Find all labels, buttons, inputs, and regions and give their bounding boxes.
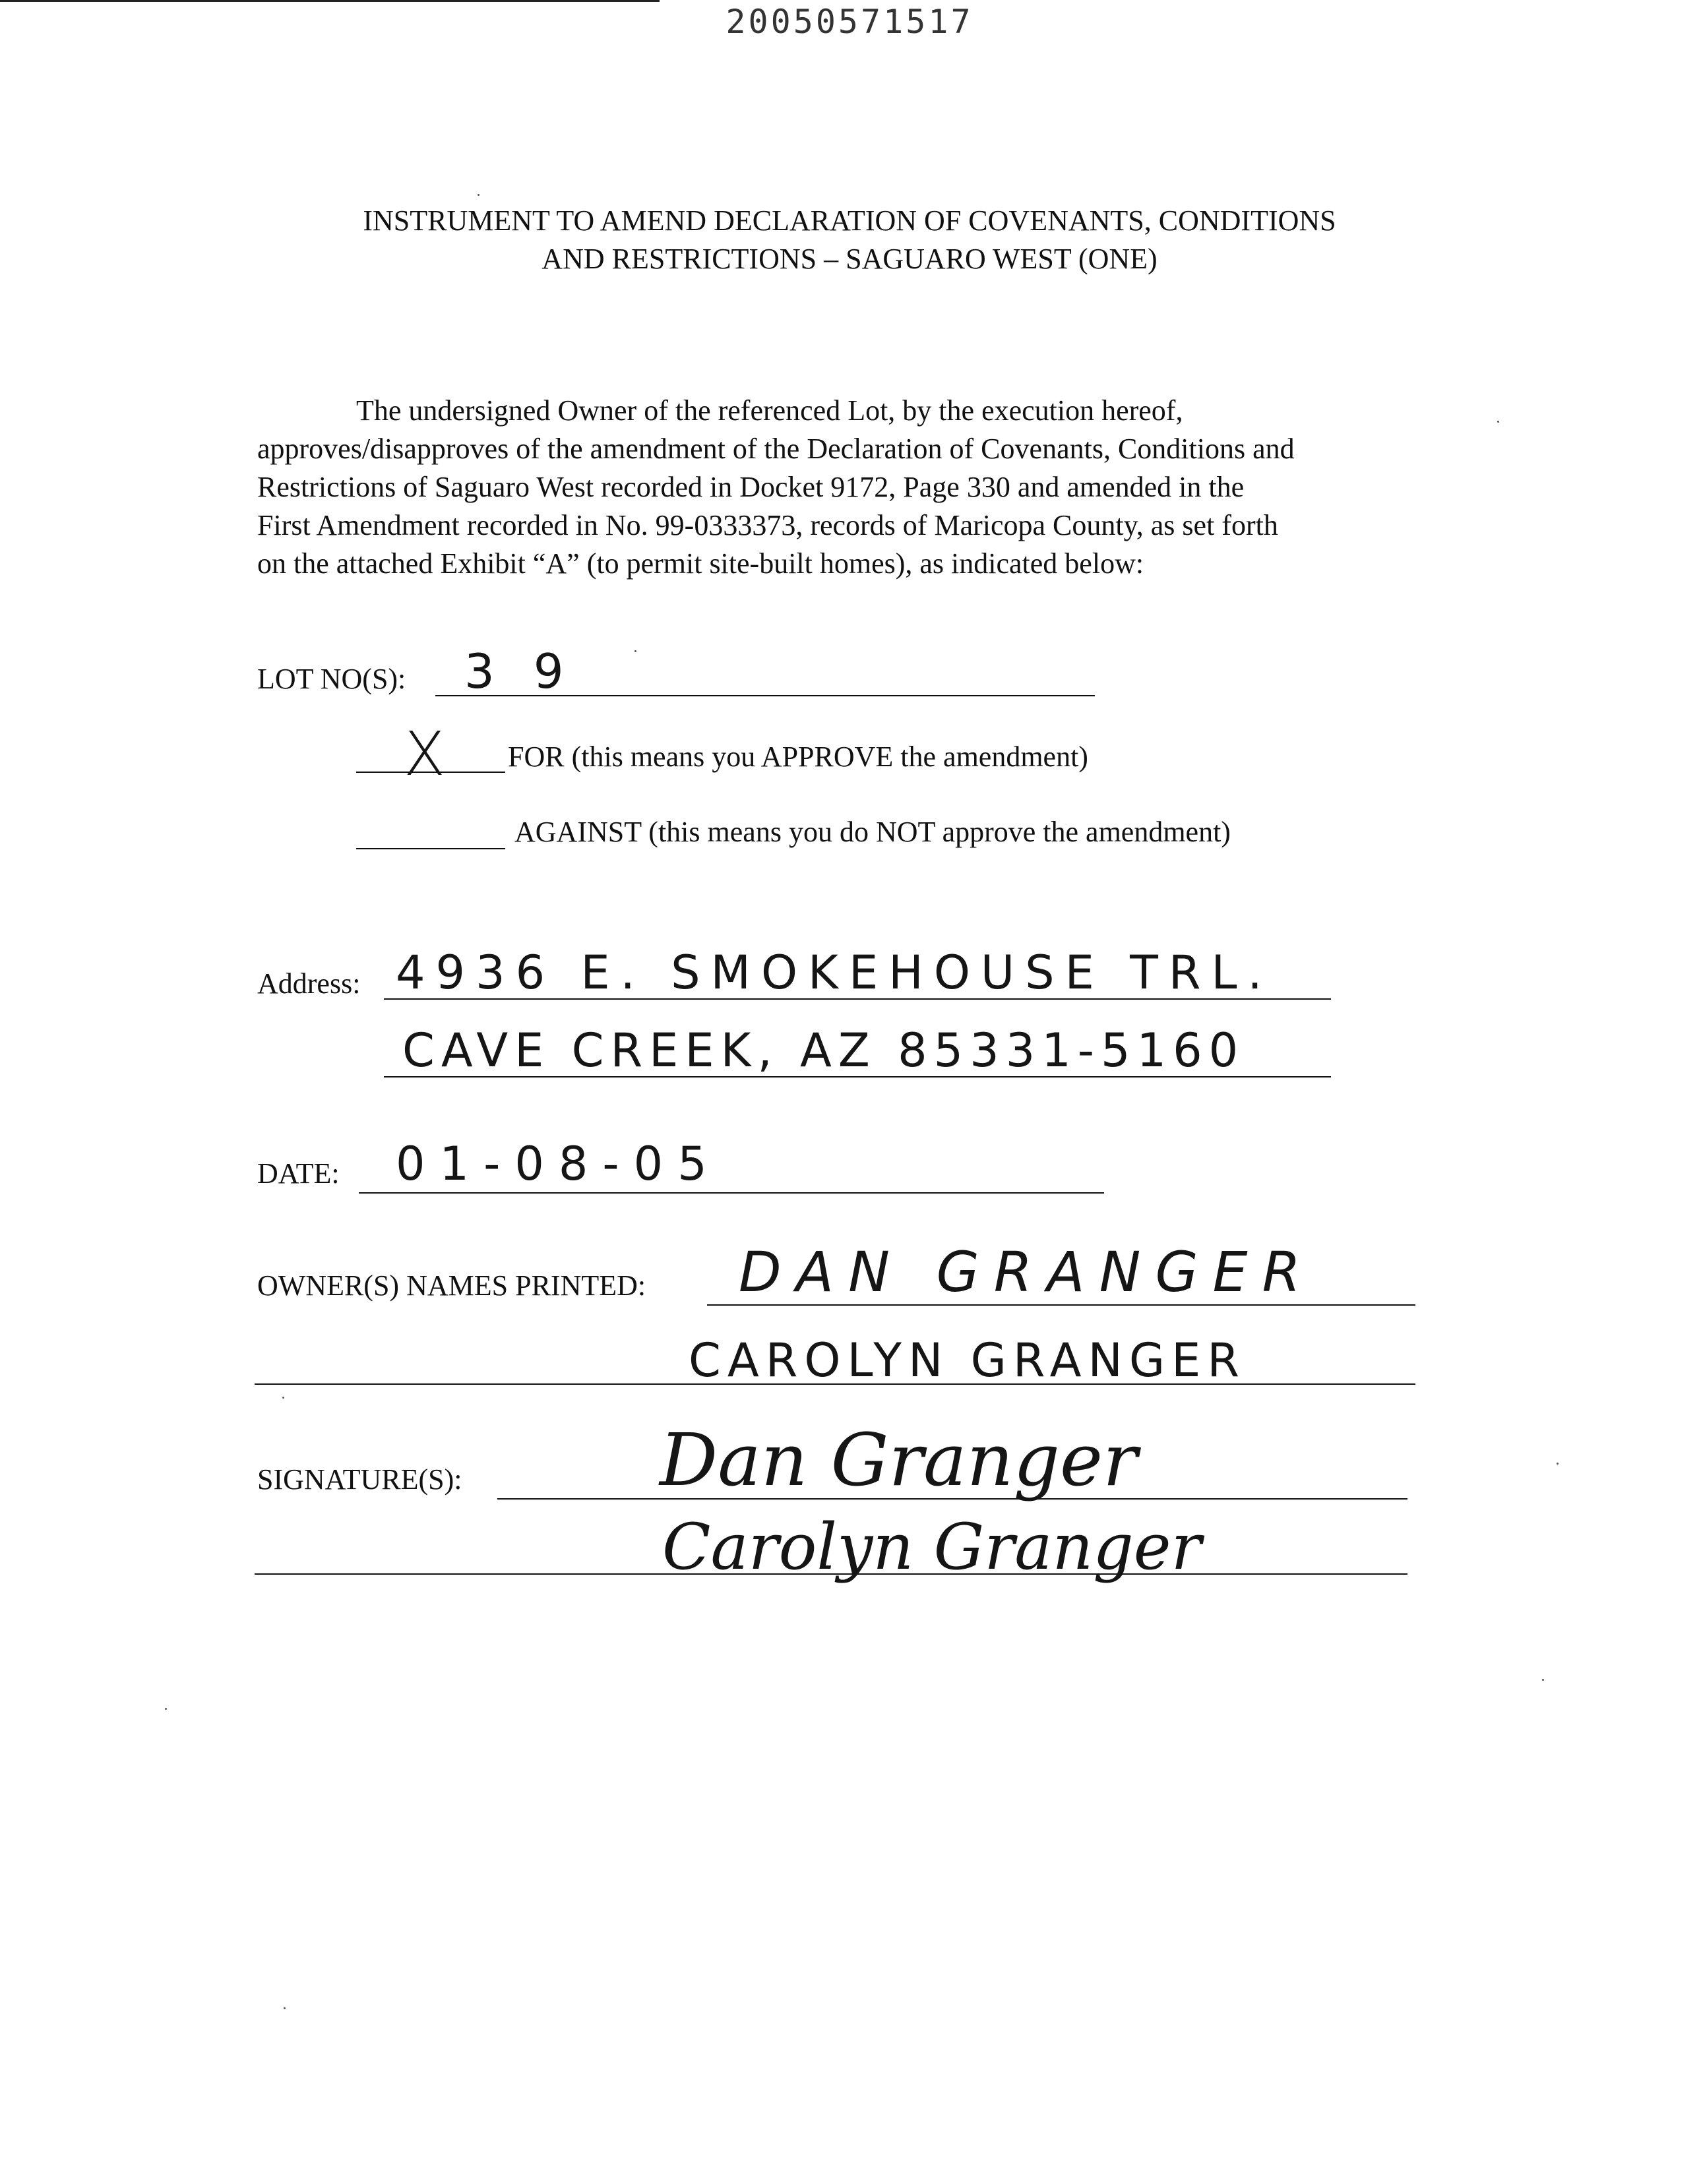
signatures-label: SIGNATURE(S): — [257, 1463, 462, 1496]
address-line-2: CAVE CREEK, AZ 85331-5160 — [402, 1023, 1245, 1077]
scan-speck — [284, 2007, 286, 2009]
owner-name-1: DAN GRANGER — [739, 1240, 1315, 1304]
against-label: AGAINST (this means you do NOT approve the amendment) — [514, 816, 1231, 848]
lot-value: 3 9 — [464, 644, 576, 699]
intro-line: First Amendment recorded in No. 99-0333373, records of Maricopa County, as set forth — [257, 509, 1278, 541]
date-underline — [359, 1192, 1104, 1194]
owner-name-1-rule — [707, 1304, 1415, 1306]
scan-speck — [282, 1397, 284, 1399]
scan-speck — [634, 650, 636, 652]
scan-speck — [1557, 1463, 1559, 1465]
intro-line: on the attached Exhibit “A” (to permit site-built homes), as indicated below: — [257, 547, 1144, 580]
for-mark: X — [404, 719, 446, 789]
address-label: Address: — [257, 967, 361, 1000]
document-title — [0, 202, 1699, 278]
scan-speck — [165, 1708, 167, 1710]
scan-edge-line — [0, 0, 660, 2]
scan-speck — [478, 194, 479, 196]
scan-speck — [1542, 1679, 1544, 1681]
date-label: DATE: — [257, 1157, 340, 1190]
address-line-1: 4936 E. SMOKEHOUSE TRL. — [396, 946, 1273, 1000]
intro-line: Restrictions of Saguaro West recorded in Docket 9172, Page 330 and amended in the — [257, 471, 1245, 503]
scan-speck — [1497, 421, 1499, 423]
title-line-1: INSTRUMENT TO AMEND DECLARATION OF COVENANTS, CONDITIONS — [363, 204, 1336, 237]
owner-name-2: CAROLYN GRANGER — [689, 1333, 1246, 1387]
intro-paragraph — [257, 392, 1451, 583]
date-value: 01-08-05 — [396, 1137, 722, 1191]
signature-1: Dan Granger — [660, 1418, 1138, 1502]
lot-label: LOT NO(S): — [257, 663, 406, 695]
against-blank — [356, 848, 505, 849]
intro-line: The undersigned Owner of the referenced Lot, by the execution hereof, — [356, 394, 1183, 427]
title-line-2: AND RESTRICTIONS – SAGUARO WEST (ONE) — [541, 243, 1158, 275]
intro-line: approves/disapproves of the amendment of the Declaration of Covenants, Conditions and — [257, 433, 1295, 465]
for-label: FOR (this means you APPROVE the amendment) — [508, 741, 1088, 773]
document-number: 20050571517 — [726, 3, 973, 41]
signature-2: Carolyn Granger — [662, 1510, 1202, 1584]
owners-label: OWNER(S) NAMES PRINTED: — [257, 1269, 646, 1302]
